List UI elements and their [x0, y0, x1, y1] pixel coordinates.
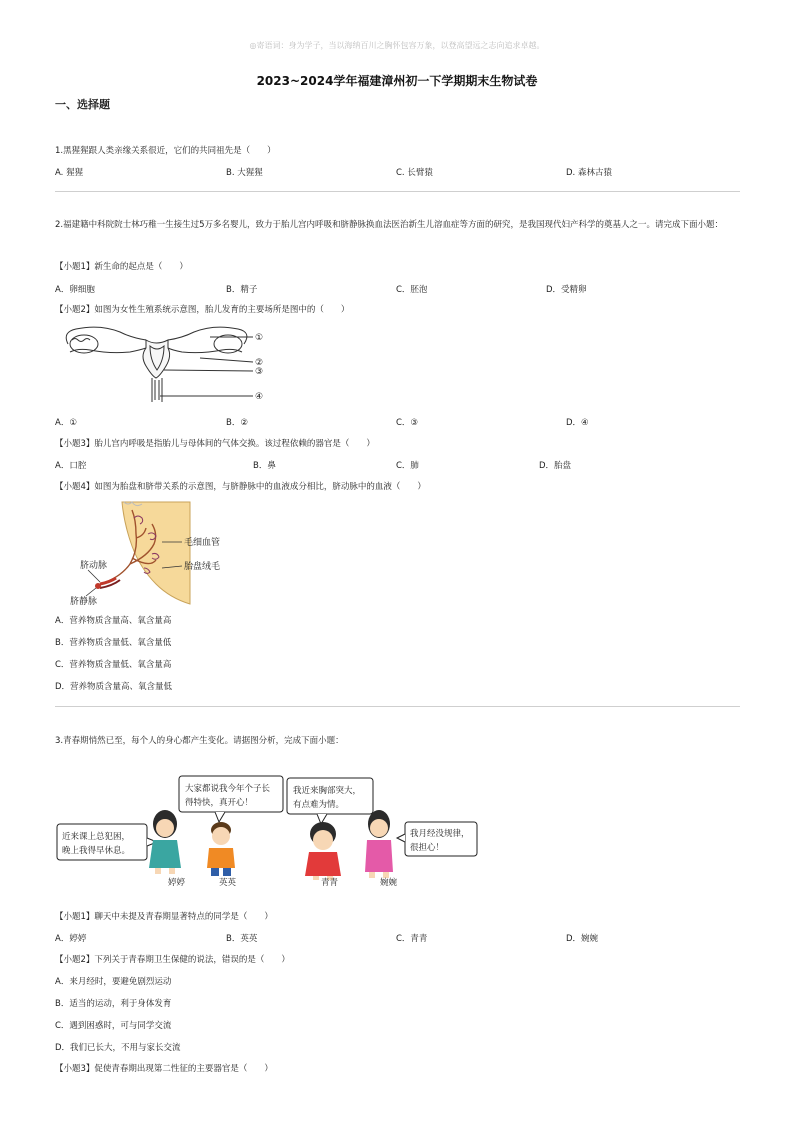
q2-sub2-option-d[interactable]: D．④	[566, 418, 589, 428]
q2-sub2-option-a[interactable]: A．①	[55, 418, 77, 428]
q3-sub2-option-b[interactable]: B．适当的运动，利于身体发育	[55, 999, 172, 1009]
q1-option-d[interactable]: D. 森林古猿	[566, 168, 612, 178]
student-figure-1	[149, 810, 181, 874]
q1-option-a[interactable]: A. 猩猩	[55, 168, 84, 178]
q2-sub2-option-c[interactable]: C．③	[396, 418, 419, 428]
divider	[55, 706, 740, 707]
placenta-label-vein: 脐静脉	[70, 597, 98, 607]
header-motto: ◎寄语词：身为学子，当以海纳百川之胸怀包容万象，以登高望远之志向追求卓越。	[249, 41, 545, 50]
q2-sub3-stem: 【小题3】胎儿宫内呼吸是指胎儿与母体间的气体交换。该过程依赖的器官是（ ）	[55, 439, 375, 449]
diagram-label-1: ①	[255, 333, 264, 343]
q2-sub3-option-b[interactable]: B．鼻	[253, 461, 276, 471]
q2-sub3-option-a[interactable]: A．口腔	[55, 461, 87, 471]
bubble-2-line-1: 大家都说我今年个子长	[185, 784, 271, 794]
student-name-1: 婷婷	[168, 878, 186, 888]
bubble-1-line-2: 晚上我得早休息。	[62, 846, 131, 856]
q3-sub2-stem: 【小题2】下列关于青春期卫生保健的说法，错误的是（ ）	[55, 955, 290, 965]
diagram-label-2: ②	[255, 358, 264, 368]
student-figure-3	[305, 822, 341, 880]
bubble-3-line-1: 我近来胸部突大，	[293, 786, 362, 796]
q2-sub4-stem: 【小题4】如图为胎盘和脐带关系的示意图，与脐静脉中的血液成分相比，脐动脉中的血液（ ）	[55, 482, 426, 492]
q3-sub1-option-d[interactable]: D．婉婉	[566, 934, 599, 944]
bubble-1-line-1: 近来课上总犯困，	[62, 832, 131, 842]
q2-sub3-option-c[interactable]: C．肺	[396, 461, 419, 471]
divider	[55, 191, 740, 192]
q3-sub1-option-a[interactable]: A．婷婷	[55, 934, 87, 944]
q1-option-c[interactable]: C. 长臂猿	[396, 168, 433, 178]
q3-sub2-option-c[interactable]: C．遇到困惑时，可与同学交流	[55, 1021, 172, 1031]
bubble-3-line-2: 有点难为情。	[293, 800, 345, 810]
question-3-stem: 3.青春期悄然已至，每个人的身心都产生变化。请据图分析，完成下面小题：	[55, 736, 344, 746]
placenta-label-capillary: 毛细血管	[184, 538, 221, 548]
q2-sub4-option-c[interactable]: C．营养物质含量低、氧含量高	[55, 660, 172, 670]
student-name-2: 英英	[219, 878, 237, 888]
q3-sub3-stem: 【小题3】促使青春期出现第二性征的主要器官是（ ）	[55, 1064, 273, 1074]
q1-option-b[interactable]: B. 大猩猩	[226, 168, 263, 178]
student-name-4: 婉婉	[380, 878, 398, 888]
placenta-label-villi: 胎盘绒毛	[184, 562, 221, 572]
bubble-2-line-2: 得特快，真开心！	[185, 798, 254, 808]
q2-sub1-stem: 【小题1】新生命的起点是（ ）	[55, 262, 188, 272]
q2-sub4-option-b[interactable]: B．营养物质含量低、氧含量低	[55, 638, 172, 648]
bubble-4-line-2: 很担心！	[410, 843, 445, 853]
q3-sub1-stem: 【小题1】聊天中未提及青春期显著特点的同学是（ ）	[55, 912, 273, 922]
student-figure-2	[207, 822, 235, 876]
question-2-stem: 2.福建籍中科院院士林巧稚一生接生过5万多名婴儿，致力于胎儿宫内呼吸和脐静脉换血法医治新生儿溶血症等方面的研究，是我国现代妇产科学的奠基人之一。请完成下面小题：	[55, 220, 724, 230]
student-name-3: 青青	[321, 878, 339, 888]
q2-sub1-option-c[interactable]: C．胚泡	[396, 285, 428, 295]
q2-sub4-option-a[interactable]: A．营养物质含量高、氧含量高	[55, 616, 172, 626]
q2-sub1-option-a[interactable]: A．卵细胞	[55, 285, 95, 295]
q2-sub4-option-d[interactable]: D．营养物质含量高、氧含量低	[55, 682, 173, 692]
q2-sub3-option-d[interactable]: D．胎盘	[539, 461, 572, 471]
section-heading: 一、选择题	[55, 98, 110, 111]
q2-sub2-stem: 【小题2】如图为女性生殖系统示意图，胎儿发育的主要场所是图中的（ ）	[55, 305, 350, 315]
q3-sub2-option-a[interactable]: A．来月经时，要避免剧烈运动	[55, 977, 172, 987]
page-title: 2023~2024学年福建漳州初一下学期期末生物试卷	[256, 74, 538, 88]
question-1-stem: 1.黑猩猩跟人类亲缘关系很近，它们的共同祖先是（ ）	[55, 146, 276, 156]
placenta-label-artery: 脐动脉	[80, 561, 108, 571]
female-reproductive-diagram	[60, 322, 270, 406]
student-figure-4	[365, 810, 393, 878]
q2-sub1-option-d[interactable]: D．受精卵	[546, 285, 587, 295]
q2-sub2-option-b[interactable]: B．②	[226, 418, 248, 428]
q3-sub2-option-d[interactable]: D．我们已长大，不用与家长交流	[55, 1043, 181, 1053]
q2-sub1-option-b[interactable]: B．精子	[226, 285, 258, 295]
puberty-cartoon	[55, 772, 485, 890]
diagram-label-4: ④	[255, 392, 264, 402]
q3-sub1-option-c[interactable]: C．青青	[396, 934, 428, 944]
placenta-diagram	[60, 498, 240, 608]
bubble-4-line-1: 我月经没规律，	[410, 829, 470, 839]
diagram-label-3: ③	[255, 367, 264, 377]
q3-sub1-option-b[interactable]: B．英英	[226, 934, 258, 944]
